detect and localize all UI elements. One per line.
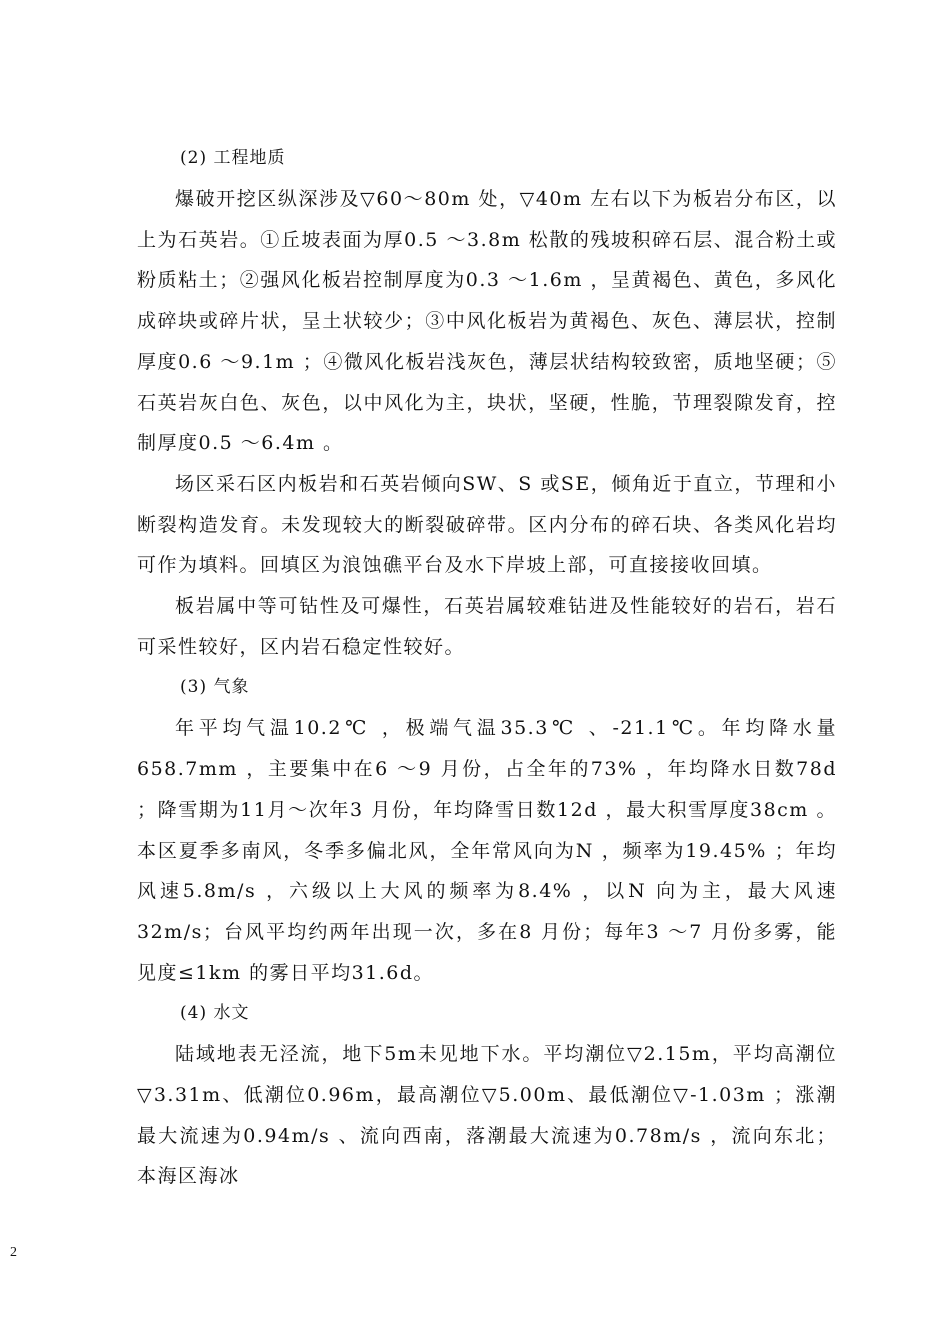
page-body: [137, 138, 837, 1197]
paragraph-geology-2: 场区采石区内板岩和石英岩倾向SW、S 或SE，倾角近于直立，节理和小断裂构造发育。未发现较大的断裂破碎带。区内分布的碎石块、各类风化岩均可作为填料。回填区为浪蚀礁平台及水下岸坡上部，可直接接收回填。: [137, 472, 837, 577]
paragraph-geology-3: 板岩属中等可钻性及可爆性，石英岩属较难钻进及性能较好的岩石，岩石可采性较好，区内岩石稳定性较好。: [137, 595, 837, 658]
page-number: 2: [10, 1245, 17, 1260]
section-heading-hydrology: (4) 水文: [180, 1003, 250, 1024]
paragraph-climate-1: 年平均气温10.2℃ ，极端气温35.3℃ 、-21.1℃。年均降水量658.7mm ，主要集中在6 ～9 月份，占全年的73% ，年均降水日数78d ；降雪期为11月～次年3 月份，年均降雪日数12d ，最大积雪厚度38cm 。本区夏季多南风，冬季多偏北风，全年常风向为N ，频率为19.45% ；年均风速5.8m/s ，六级以上大风的频率为8.4% ，以N 向为主，最大风速32m/s；台风平均约两年出现一次，多在8 月份；每年3 ～7 月份多雾，能见度≤1km 的雾日平均31.6d。: [137, 717, 837, 984]
paragraph-hydrology-1: 陆域地表无泾流，地下5m未见地下水。平均潮位▽2.15m，平均高潮位▽3.31m、低潮位0.96m，最高潮位▽5.00m、最低潮位▽-1.03m ；涨潮最大流速为0.94m/s 、流向西南，落潮最大流速为0.78m/s ，流向东北；本海区海冰: [137, 1043, 837, 1188]
paragraph-geology-1: 爆破开挖区纵深涉及▽60～80m 处，▽40m 左右以下为板岩分布区，以上为石英岩。①丘坡表面为厚0.5 ～3.8m 松散的残坡积碎石层、混合粉土或粉质粘土；②强风化板岩控制厚度为0.3 ～1.6m ，呈黄褐色、黄色，多风化成碎块或碎片状，呈土状较少；③中风化板岩为黄褐色、灰色、薄层状，控制厚度0.6 ～9.1m ；④微风化板岩浅灰色，薄层状结构较致密，质地坚硬；⑤石英岩灰白色、灰色，以中风化为主，块状，坚硬，性脆，节理裂隙发育，控制厚度0.5 ～6.4m 。: [137, 188, 837, 455]
section-heading-climate: (3) 气象: [180, 677, 250, 698]
section-heading-geology: (2) 工程地质: [180, 148, 286, 168]
